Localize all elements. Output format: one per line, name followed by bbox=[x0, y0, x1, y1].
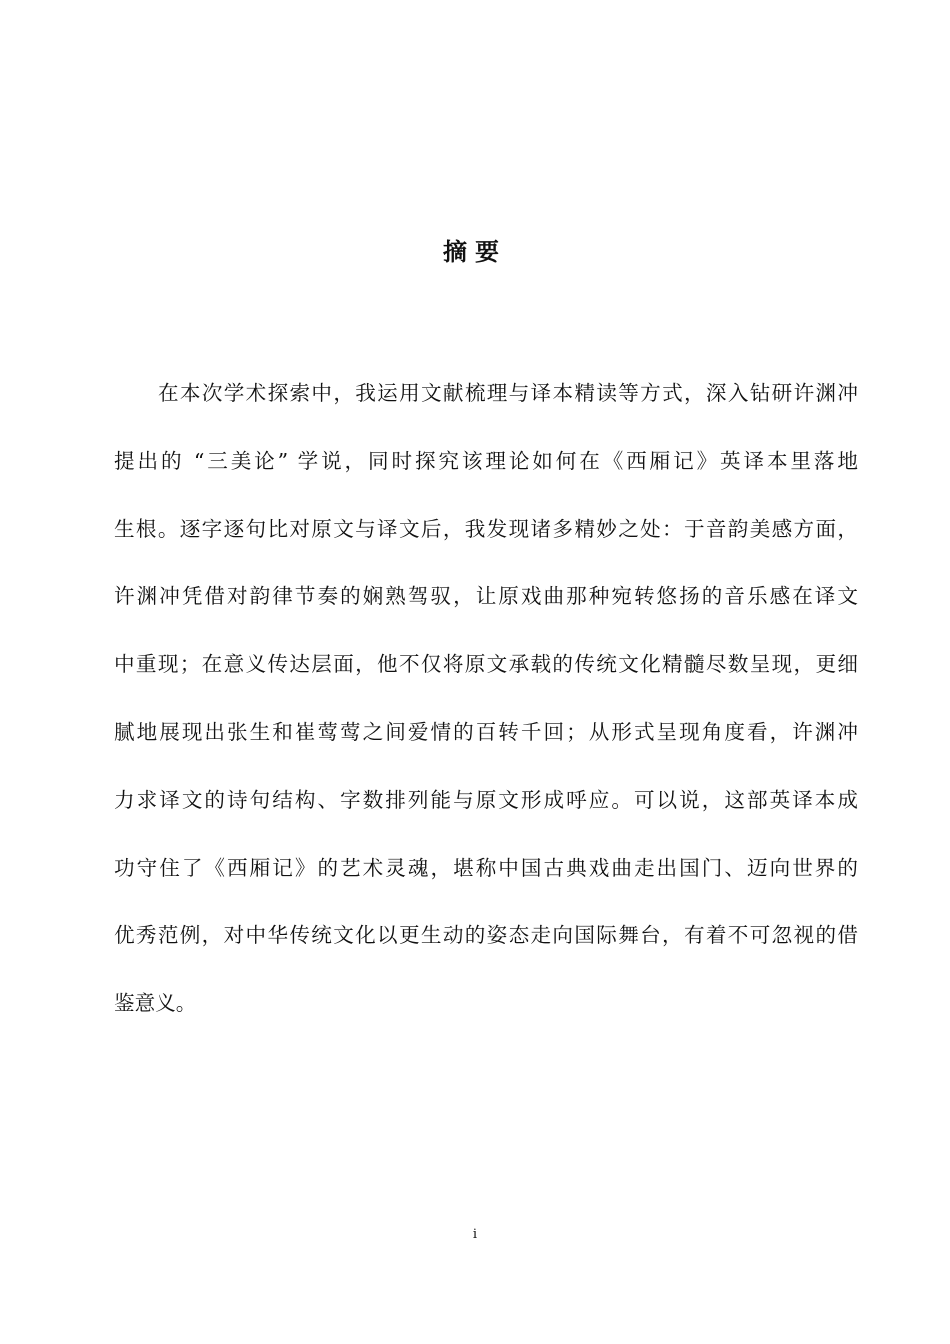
abstract-line-7: 力求译文的诗句结构、字数排列能与原文形成呼应。可以说，这部英译本成 bbox=[114, 787, 858, 812]
abstract-line-3: 生根。逐字逐句比对原文与译文后，我发现诸多精妙之处：于音韵美感方面， bbox=[114, 516, 858, 541]
abstract-title: 摘要 bbox=[443, 238, 507, 266]
abstract-line-5: 中重现；在意义传达层面，他不仅将原文承载的传统文化精髓尽数呈现，更细 bbox=[114, 652, 858, 677]
abstract-body bbox=[114, 360, 858, 1038]
page-number: i bbox=[472, 1227, 478, 1242]
abstract-line-6: 腻地展现出张生和崔莺莺之间爱情的百转千回；从形式呈现角度看，许渊冲 bbox=[114, 719, 858, 744]
abstract-line-10: 鉴意义。 bbox=[114, 991, 197, 1016]
abstract-line-2: 提出的 “三美论” 学说，同时探究该理论如何在《西厢记》英译本里落地 bbox=[114, 448, 858, 473]
abstract-line-1: 在本次学术探索中，我运用文献梳理与译本精读等方式，深入钻研许渊冲 bbox=[158, 381, 858, 405]
abstract-line-8: 功守住了《西厢记》的艺术灵魂，堪称中国古典戏曲走出国门、迈向世界的 bbox=[114, 855, 858, 880]
abstract-line-4: 许渊冲凭借对韵律节奏的娴熟驾驭，让原戏曲那种宛转悠扬的音乐感在译文 bbox=[114, 584, 858, 609]
abstract-line-9: 优秀范例，对中华传统文化以更生动的姿态走向国际舞台，有着不可忽视的借 bbox=[114, 923, 858, 948]
